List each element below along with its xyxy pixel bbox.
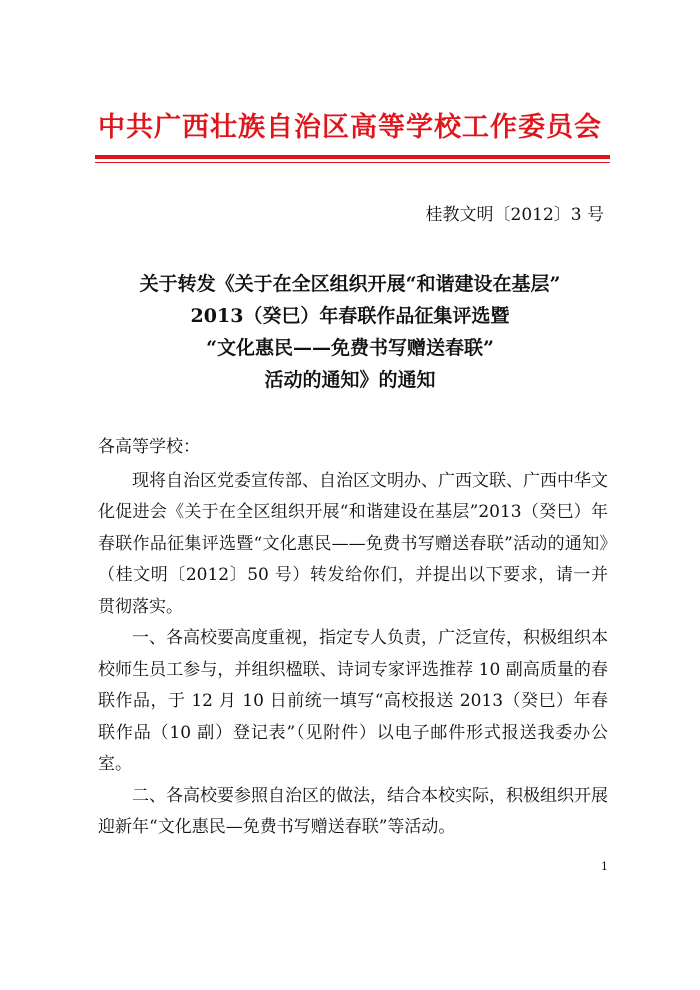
body-paragraph: 一、各高校要高度重视，指定专人负责，广泛宣传，积极组织本校师生员工参与，并组织楹联、诗词专家评选推荐 10 副高质量的春联作品，于 12 月 10 日前统一填写“高校报送 2013（癸巳）年春联作品（10 副）登记表”（见附件）以电子邮件形式报送我委办公室。 <box>98 628 608 774</box>
page-number: 1 <box>601 860 608 873</box>
red-divider-thin <box>95 162 610 163</box>
title-line: “文化惠民——免费书写赠送春联” <box>206 337 494 359</box>
salutation: 各高等学校： <box>98 437 200 457</box>
document-title <box>0 268 700 396</box>
document-number: 桂教文明〔2012〕3 号 <box>425 205 604 225</box>
body-paragraph: 二、各高校要参照自治区的做法，结合本校实际，积极组织开展迎新年“文化惠民—免费书写赠送春联”等活动。 <box>98 785 608 837</box>
title-line: 活动的通知》的通知 <box>264 369 436 391</box>
red-divider-thick <box>95 155 610 159</box>
title-line: 关于转发《关于在全区组织开展“和谐建设在基层” <box>139 273 561 295</box>
body-paragraph: 现将自治区党委宣传部、自治区文明办、广西文联、广西中华文化促进会《关于在全区组织开展“和谐建设在基层”2013（癸巳）年春联作品征集评选暨“文化惠民——免费书写赠送春联”活动的通知》（桂文明〔2012〕50 号）转发给你们，并提出以下要求，请一并贯彻落实。 <box>98 470 608 617</box>
red-header-title: 中共广西壮族自治区高等学校工作委员会 <box>98 112 602 143</box>
document-body <box>98 432 608 844</box>
title-line: 2013（癸巳）年春联作品征集评选暨 <box>190 305 510 327</box>
